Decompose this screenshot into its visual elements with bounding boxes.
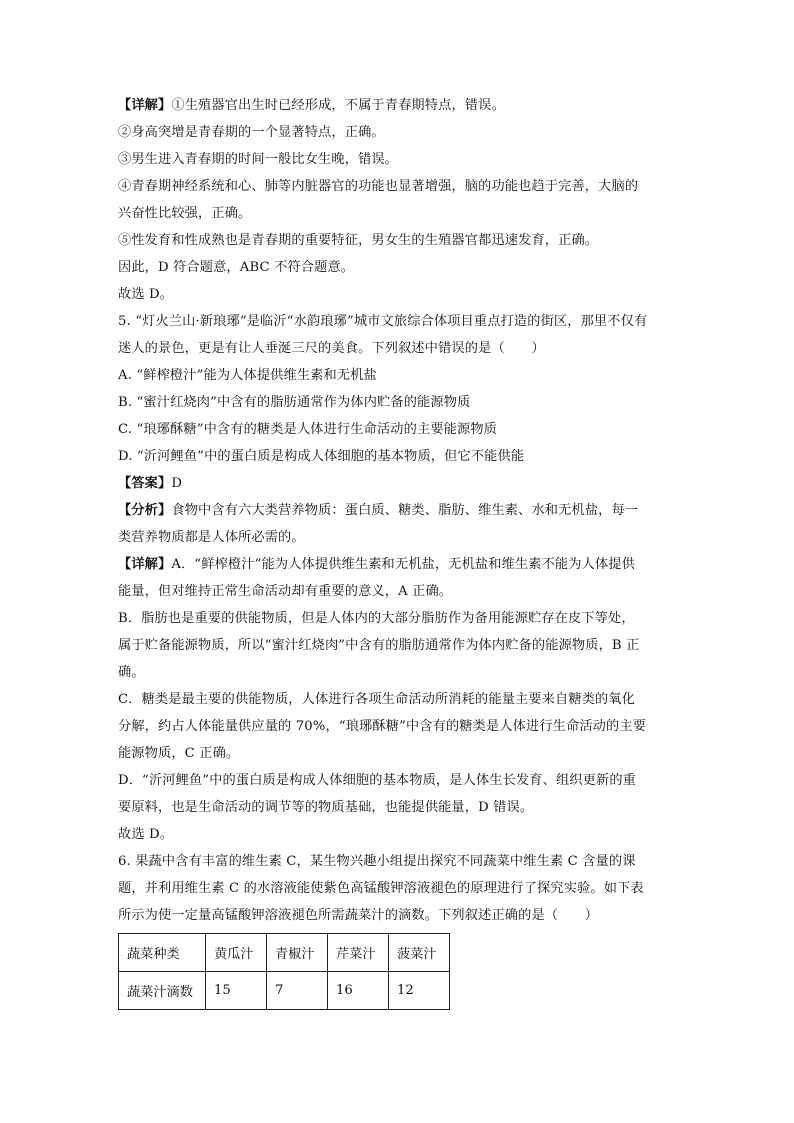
table-header-cell: 青椒汁 bbox=[267, 934, 328, 972]
line-text: A. “鲜榨橙汁”能为人体提供维生素和无机盐 bbox=[118, 368, 377, 383]
line-text: D. “沂河鲤鱼”中的蛋白质是构成人体细胞的基本物质，但它不能供能 bbox=[118, 449, 525, 464]
line-text: D．“沂河鲤鱼”中的蛋白质是构成人体细胞的基本物质，是人体生长发育、组织更新的重 bbox=[118, 773, 636, 788]
line-text: 5. “灯火兰山·新琅琊”是临沂“水韵琅琊”城市文旅综合体项目重点打造的街区，那里不仅有 bbox=[118, 314, 648, 329]
text-line bbox=[118, 713, 678, 740]
text-line bbox=[118, 119, 678, 146]
line-text: 所示为使一定量高锰酸钾溶液褪色所需蔬菜汁的滴数。下列叙述正确的是（ ） bbox=[118, 908, 599, 923]
text-line bbox=[118, 794, 678, 821]
text-line bbox=[118, 308, 678, 335]
line-text: 食物中含有六大类营养物质：蛋白质、糖类、脂肪、维生素、水和无机盐，每一 bbox=[171, 503, 639, 518]
line-text: 确。 bbox=[118, 665, 145, 680]
line-text: 故选 D。 bbox=[118, 827, 174, 842]
line-text: 属于贮备能源物质，所以“蜜汁红烧肉”中含有的脂肪通常作为体内贮备的能源物质，B 正 bbox=[118, 638, 640, 653]
line-text: A．“鲜榨橙汁”能为人体提供维生素和无机盐，无机盐和维生素不能为人体提供 bbox=[171, 557, 635, 572]
text-line bbox=[118, 767, 678, 794]
text-line bbox=[118, 551, 678, 578]
table-cell: 15 bbox=[206, 972, 267, 1010]
text-body bbox=[118, 92, 678, 929]
text-line bbox=[118, 740, 678, 767]
text-line bbox=[118, 470, 678, 497]
text-line bbox=[118, 254, 678, 281]
line-text: 故选 D。 bbox=[118, 287, 174, 302]
text-line bbox=[118, 875, 678, 902]
vegetable-juice-table bbox=[118, 933, 450, 1010]
text-line bbox=[118, 335, 678, 362]
text-line bbox=[118, 605, 678, 632]
text-line bbox=[118, 821, 678, 848]
line-text: 题，并利用维生素 C 的水溶液能使紫色高锰酸钾溶液褪色的原理进行了探究实验。如下表 bbox=[118, 881, 644, 896]
text-line bbox=[118, 173, 678, 200]
text-line bbox=[118, 686, 678, 713]
table-header-cell: 芹菜汁 bbox=[328, 934, 389, 972]
line-text: B．脂肪也是重要的供能物质，但是人体内的大部分脂肪作为备用能源贮存在皮下等处， bbox=[118, 611, 635, 626]
table-cell: 12 bbox=[389, 972, 450, 1010]
line-text: 兴奋性比较强，正确。 bbox=[118, 206, 252, 221]
line-text: ④青春期神经系统和心、肺等内脏器官的功能也显著增强，脑的功能也趋于完善，大脑的 bbox=[118, 179, 639, 194]
line-text: C．糖类是最主要的供能物质，人体进行各项生命活动所消耗的能量主要来自糖类的氧化 bbox=[118, 692, 636, 707]
table-row bbox=[119, 972, 450, 1010]
document-page bbox=[118, 92, 678, 1010]
text-line bbox=[118, 200, 678, 227]
text-line bbox=[118, 146, 678, 173]
text-line bbox=[118, 281, 678, 308]
text-line bbox=[118, 902, 678, 929]
table-cell: 16 bbox=[328, 972, 389, 1010]
text-line bbox=[118, 632, 678, 659]
table-header-cell: 菠菜汁 bbox=[389, 934, 450, 972]
line-text: 迷人的景色，更是有让人垂涎三尺的美食。下列叙述中错误的是（ ） bbox=[118, 341, 545, 356]
table-header-cell: 蔬菜种类 bbox=[119, 934, 206, 972]
text-line bbox=[118, 362, 678, 389]
line-text: 能量，但对维持正常生命活动却有重要的意义，A 正确。 bbox=[118, 584, 453, 599]
table-cell: 蔬菜汁滴数 bbox=[119, 972, 206, 1010]
text-line bbox=[118, 578, 678, 605]
line-text: 因此，D 符合题意，ABC 不符合题意。 bbox=[118, 260, 355, 275]
line-text: 类营养物质都是人体所必需的。 bbox=[118, 530, 305, 545]
text-line bbox=[118, 659, 678, 686]
section-tag: 【答案】 bbox=[118, 476, 172, 491]
line-text: C. “琅琊酥糖”中含有的糖类是人体进行生命活动的主要能源物质 bbox=[118, 422, 498, 437]
text-line bbox=[118, 443, 678, 470]
text-line bbox=[118, 524, 678, 551]
text-line bbox=[118, 92, 678, 119]
line-text: B. “蜜汁红烧肉”中含有的脂肪通常作为体内贮备的能源物质 bbox=[118, 395, 471, 410]
section-tag: 【分析】 bbox=[118, 503, 172, 518]
table-header-cell: 黄瓜汁 bbox=[206, 934, 267, 972]
table-header-row bbox=[119, 934, 450, 972]
line-text: ①生殖器官出生时已经形成，不属于青春期特点，错误。 bbox=[171, 98, 505, 113]
line-text: 能源物质，C 正确。 bbox=[118, 746, 240, 761]
text-line bbox=[118, 416, 678, 443]
line-text: ③男生进入青春期的时间一般比女生晚，错误。 bbox=[118, 152, 399, 167]
section-tag: 【详解】 bbox=[118, 557, 172, 572]
line-text: ⑤性发育和性成熟也是青春期的重要特征，男女生的生殖器官都迅速发育，正确。 bbox=[118, 233, 599, 248]
line-text: 要原料，也是生命活动的调节等的物质基础，也能提供能量，D 错误。 bbox=[118, 800, 534, 815]
line-text: 6. 果蔬中含有丰富的维生素 C，某生物兴趣小组提出探究不同蔬菜中维生素 C 含量的课 bbox=[118, 854, 636, 869]
text-line bbox=[118, 227, 678, 254]
line-text: D bbox=[171, 476, 183, 491]
section-tag: 【详解】 bbox=[118, 98, 172, 113]
line-text: ②身高突增是青春期的一个显著特点，正确。 bbox=[118, 125, 385, 140]
text-line bbox=[118, 389, 678, 416]
line-text: 分解，约占人体能量供应量的 70%，“琅琊酥糖”中含有的糖类是人体进行生命活动的主要 bbox=[118, 719, 647, 734]
text-line bbox=[118, 497, 678, 524]
table-cell: 7 bbox=[267, 972, 328, 1010]
text-line bbox=[118, 848, 678, 875]
